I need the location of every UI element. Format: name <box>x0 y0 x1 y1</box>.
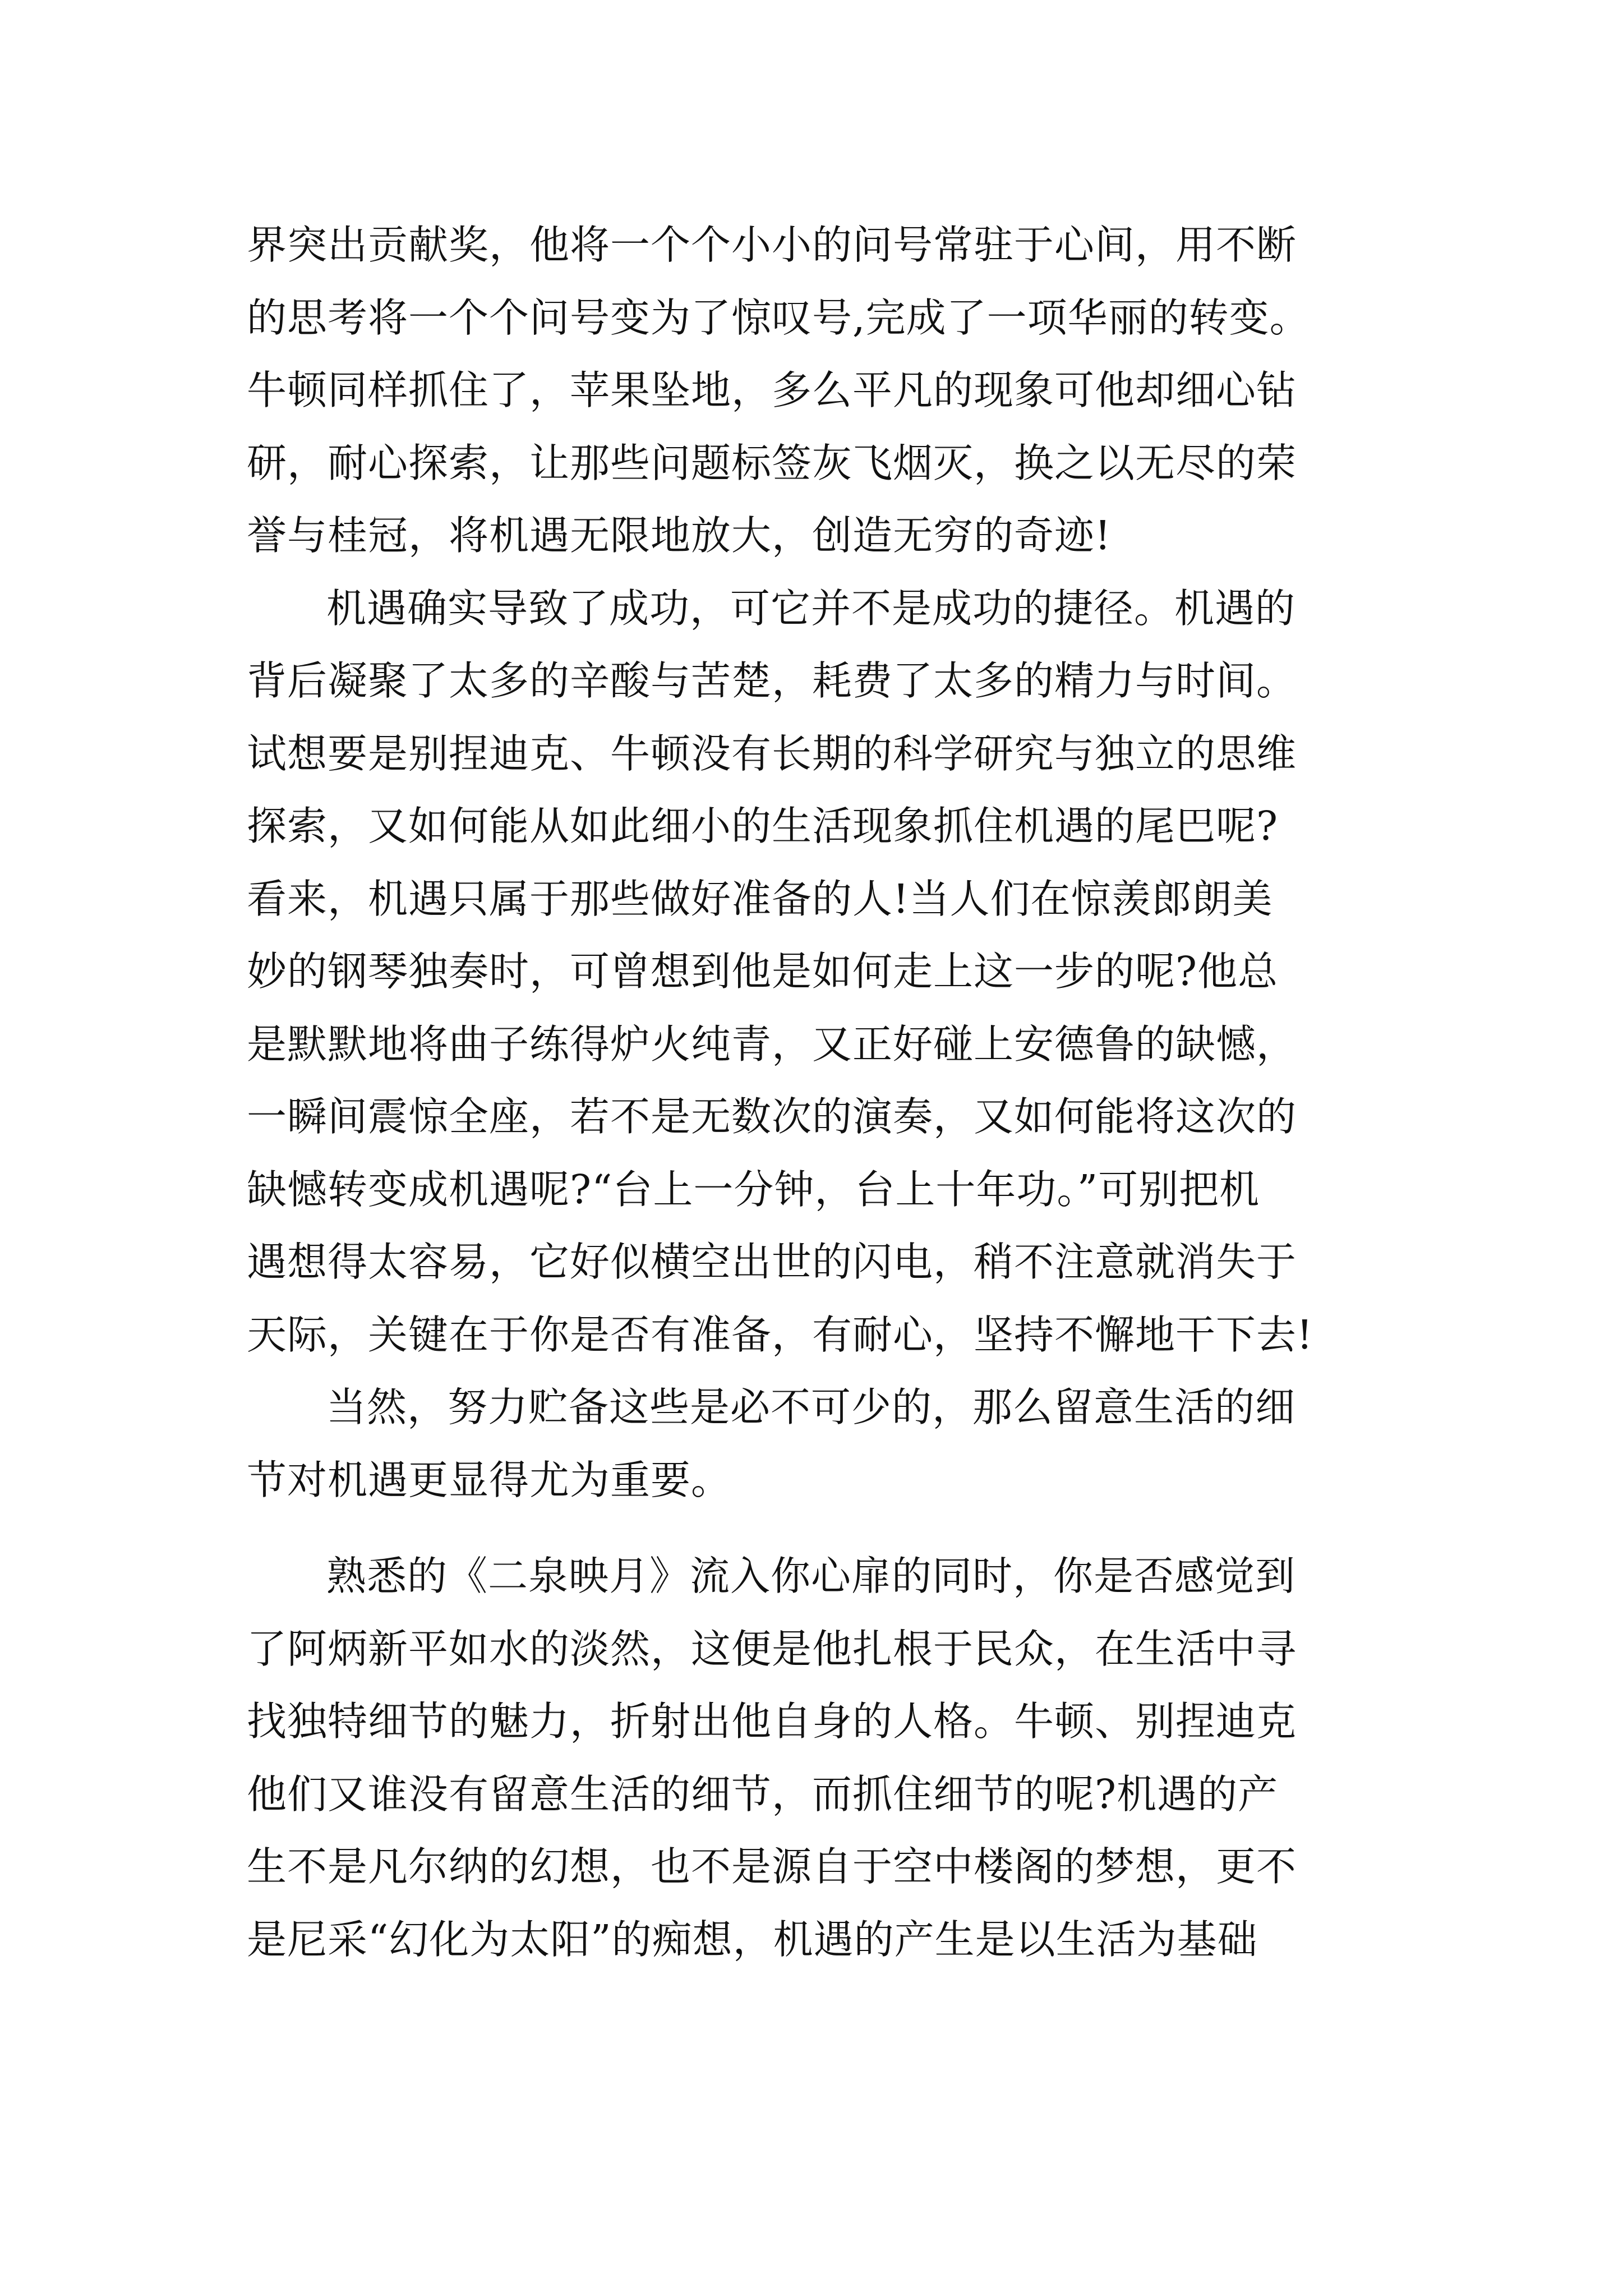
text-line-7: 背后凝聚了太多的辛酸与苦楚，耗费了太多的精力与时间。 <box>247 657 1297 704</box>
text-line-13: 一瞬间震惊全座，若不是无数次的演奏，又如何能将这次的 <box>247 1093 1297 1140</box>
text-line-2: 的思考将一个个问号变为了惊叹号,完成了一项华丽的转变。 <box>247 294 1310 341</box>
text-line-24: 是尼采“幻化为太阳”的痴想，机遇的产生是以生活为基础 <box>247 1916 1258 1963</box>
text-line-15: 遇想得太容易，它好似横空出世的闪电，稍不注意就消失于 <box>247 1239 1297 1285</box>
text-line-14: 缺憾转变成机遇呢?“台上一分钟，台上十年功。”可别把机 <box>247 1166 1260 1213</box>
text-line-11: 妙的钢琴独奏时，可曾想到他是如何走上这一步的呢?他总 <box>247 948 1279 995</box>
text-line-18: 节对机遇更显得尤为重要。 <box>247 1456 732 1503</box>
text-line-12: 是默默地将曲子练得炉火纯青，又正好碰上安德鲁的缺憾， <box>247 1020 1297 1068</box>
text-line-17: 当然，努力贮备这些是必不可少的，那么留意生活的细 <box>326 1384 1296 1430</box>
text-line-9: 探索，又如何能从如此细小的生活现象抓住机遇的尾巴呢? <box>247 803 1279 849</box>
text-line-4: 研，耐心探索，让那些问题标签灰飞烟灭，换之以无尽的荣 <box>247 439 1297 486</box>
text-line-16: 天际，关键在于你是否有准备，有耐心，坚持不懈地干下去! <box>247 1311 1313 1358</box>
text-line-3: 牛顿同样抓住了，苹果坠地，多么平凡的现象可他却细心钻 <box>247 367 1297 413</box>
body-text <box>247 209 1385 1976</box>
text-line-10: 看来，机遇只属于那些做好准备的人!当人们在惊羡郎朗美 <box>247 875 1273 922</box>
text-line-6: 机遇确实导致了成功，可它并不是成功的捷径。机遇的 <box>326 585 1296 632</box>
text-line-5: 誉与桂冠，将机遇无限地放大，创造无穷的奇迹! <box>247 512 1112 559</box>
text-line-22: 他们又谁没有留意生活的细节，而抓住细节的呢?机遇的产 <box>247 1770 1279 1818</box>
text-line-1: 界突出贡献奖，他将一个个小小的问号常驻于心间，用不断 <box>247 222 1297 268</box>
text-line-8: 试想要是别捏迪克、牛顿没有长期的科学研究与独立的思维 <box>247 730 1297 777</box>
text-line-21: 找独特细节的魅力，折射出他自身的人格。牛顿、别捏迪克 <box>247 1698 1297 1745</box>
text-line-19: 熟悉的《二泉映月》流入你心扉的同时，你是否感觉到 <box>326 1553 1296 1599</box>
text-line-20: 了阿炳新平如水的淡然，这便是他扎根于民众，在生活中寻 <box>247 1625 1297 1672</box>
text-line-23: 生不是凡尔纳的幻想，也不是源自于空中楼阁的梦想，更不 <box>247 1843 1297 1890</box>
